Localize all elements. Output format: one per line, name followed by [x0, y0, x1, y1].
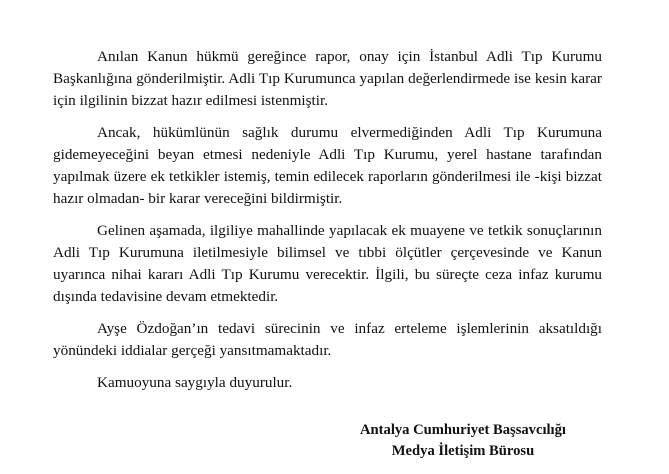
- signature-office: Antalya Cumhuriyet Başsavcılığı: [360, 422, 566, 438]
- document-body: [53, 46, 602, 404]
- paragraph-report-sent: Anılan Kanun hükmü gereğince rapor, onay için İstanbul Adli Tıp Kurumu Başkanlığına gönderilmiştir. Adli Tıp Kurumunca yapılan değerlendirmede ise kesin karar için ilgilinin bizzat hazır edilmesi istenmiştir.: [53, 48, 602, 109]
- paragraph-health-condition: Ancak, hükümlünün sağlık durumu elvermediğinden Adli Tıp Kurumuna gidemeyeceğini beyan etmesi nedeniyle Adli Tıp Kurumu, yerel hastane tarafından yapılmak üzere ek tetkikler istemiş, temin edilecek raporların gönderilmesi ile -kişi bizzat hazır olmadan- bir karar vereceğini bildirmiştir.: [53, 124, 602, 207]
- paragraph-claims-denied: Ayşe Özdoğan’ın tedavi sürecinin ve infaz erteleme işlemlerinin aksatıldığı yönündeki iddialar gerçeği yansıtmamaktadır.: [53, 320, 602, 359]
- signature-department: Medya İletişim Bürosu: [391, 443, 535, 459]
- paragraph-current-stage: Gelinen aşamada, ilgiliye mahallinde yapılacak ek muayene ve tetkik sonuçlarının Adli Tıp Kurumuna iletilmesiyle bilimsel ve tıbbi ölçütler çerçevesinde ve Kanun uyarınca nihai kararı Adli Tıp Kurumu verecektir. İlgili, bu süreçte ceza infaz kurumu dışında tedavisine devam etmektedir.: [53, 222, 602, 305]
- paragraph-closing: Kamuoyuna saygıyla duyurulur.: [97, 374, 293, 391]
- signature-block: [358, 420, 568, 462]
